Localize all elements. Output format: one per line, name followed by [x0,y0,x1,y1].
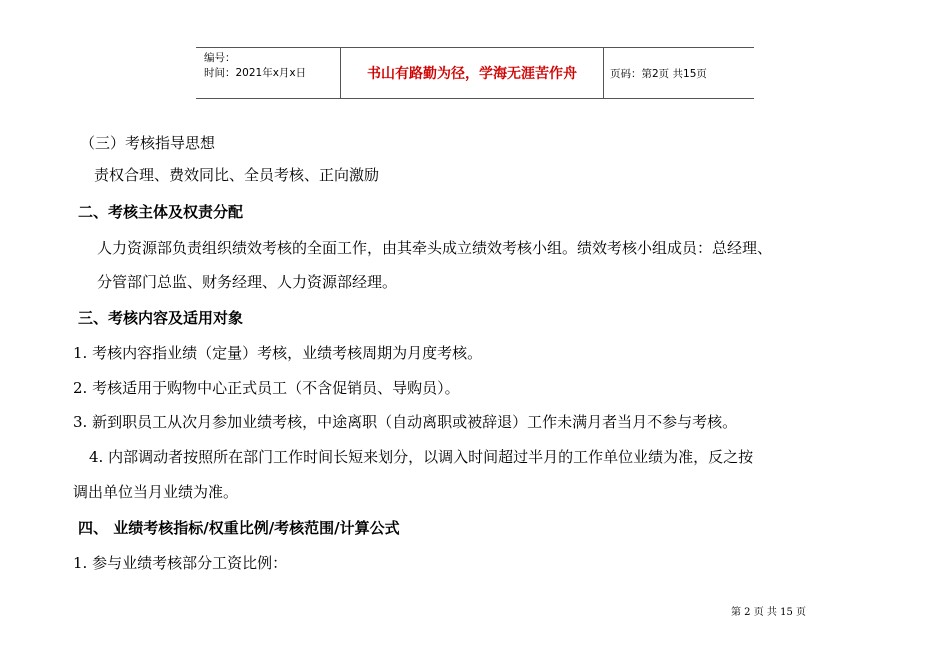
header-page-code: 页码：第2页 共15页 [610,67,707,80]
serial-number-label: 编号： [204,52,236,64]
section-2-title: 二、考核主体及权责分配 [78,203,244,221]
section-2-text-line-2: 分管部门总监、财务经理、人力资源部经理。 [97,273,398,291]
section-3-item-4-line-1: 4. 内部调动者按照所在部门工作时间长短来划分，以调入时间超过半月的工作单位业绩为准，反之按 [89,448,754,466]
section-3-item-1: 1. 考核内容指业绩（定量）考核，业绩考核周期为月度考核。 [73,344,483,362]
section-3-item-2: 2. 考核适用于购物中心正式员工（不含促销员、导购员）。 [73,379,460,397]
header-meta-cell [196,48,340,98]
section-3-title: 三、考核内容及适用对象 [78,309,244,327]
sub3-text: 责权合理、费效同比、全员考核、正向激励 [94,166,380,184]
section-4-title: 四、 业绩考核指标/权重比例/考核范围/计算公式 [78,519,400,537]
section-3-item-3: 3. 新到职员工从次月参加业绩考核，中途离职（自动离职或被辞退）工作未满月者当月不参与考核。 [73,413,738,431]
section-3-item-4-line-2: 调出单位当月业绩为准。 [73,483,239,501]
header-motto: 书山有路勤为径，学海无涯苦作舟 [340,48,604,98]
sub3-title: （三）考核指导思想 [80,134,216,152]
section-2-text-line-1: 人力资源部负责组织绩效考核的全面工作，由其牵头成立绩效考核小组。绩效考核小组成员：总经理、 [97,239,773,257]
date-label: 时间：2021年x月x日 [204,67,307,79]
page-footer-number: 第 2 页 共 15 页 [731,607,806,618]
section-4-item-1: 1. 参与业绩考核部分工资比例： [73,554,288,572]
document-header-table [196,47,754,99]
